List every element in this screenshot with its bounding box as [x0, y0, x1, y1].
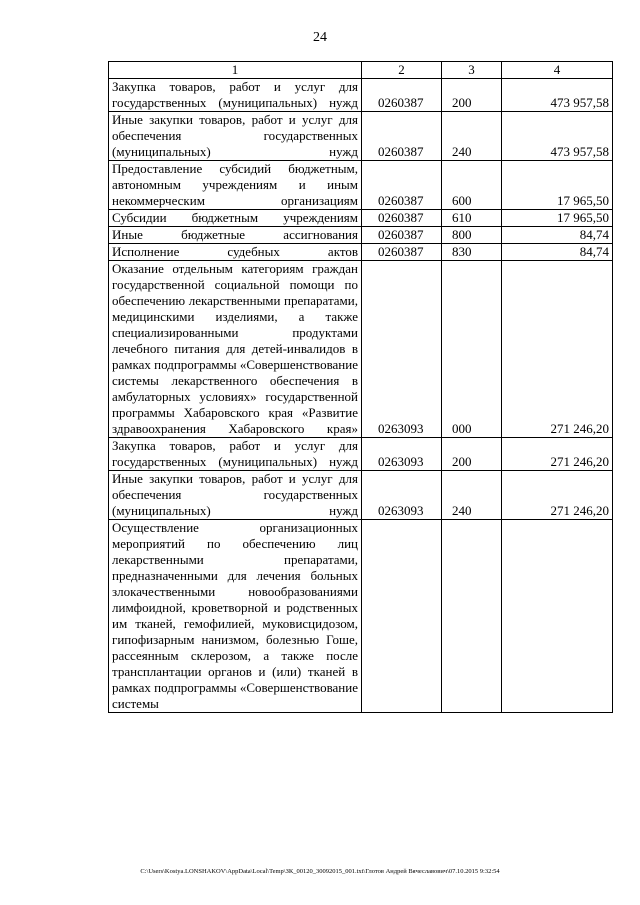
row-expense-type: 200: [442, 438, 502, 471]
row-name: Иные закупки товаров, работ и услуг для обеспечения государственных (муниципальных) нужд: [109, 471, 362, 520]
table-header-row: [109, 62, 613, 79]
row-amount: 473 957,58: [502, 79, 613, 112]
row-name: Иные закупки товаров, работ и услуг для обеспечения государственных (муниципальных) нужд: [109, 112, 362, 161]
row-code: 0260387: [362, 227, 442, 244]
row-expense-type: 600: [442, 161, 502, 210]
row-code: 0260387: [362, 210, 442, 227]
row-expense-type: 240: [442, 471, 502, 520]
row-amount: 17 965,50: [502, 161, 613, 210]
table-row: [109, 244, 613, 261]
row-amount: 84,74: [502, 227, 613, 244]
row-code: 0263093: [362, 438, 442, 471]
row-expense-type: 830: [442, 244, 502, 261]
row-code: 0260387: [362, 161, 442, 210]
table-row: [109, 112, 613, 161]
row-code: 0260387: [362, 244, 442, 261]
row-code: 0260387: [362, 112, 442, 161]
row-amount: 17 965,50: [502, 210, 613, 227]
row-amount: 271 246,20: [502, 438, 613, 471]
table-row: [109, 261, 613, 438]
row-amount: 473 957,58: [502, 112, 613, 161]
row-code: [362, 520, 442, 713]
row-expense-type: [442, 520, 502, 713]
row-expense-type: 240: [442, 112, 502, 161]
budget-table: [108, 61, 613, 713]
row-amount: 271 246,20: [502, 261, 613, 438]
row-amount: 84,74: [502, 244, 613, 261]
table-row: [109, 227, 613, 244]
row-name: Исполнение судебных актов: [109, 244, 362, 261]
file-path-footer: C:\Users\Kostya.LONSHAKOV\AppData\Local\Temp\ЗК_00120_30092015_001.txt\Глотов Андрей Вячеславович\07.10.2015 9:32:54: [140, 868, 500, 875]
table-row: [109, 438, 613, 471]
page-number: 24: [313, 30, 327, 45]
table-row: [109, 210, 613, 227]
table-row: [109, 161, 613, 210]
row-name: Осуществление организационных мероприятий по обеспечению лиц лекарственными препаратами, предназначенными для лечения больных злокачественными новообразованиями лимфоидной, кроветворной и родственных им тканей, гемофилией, муковисцидозом, гипофизарным нанизмом, болезнью Гоше, рассеянным склерозом, а также после трансплантации органов и (или) тканей в рамках подпрограммы «Совершенствование системы: [109, 520, 362, 713]
row-expense-type: 800: [442, 227, 502, 244]
header-col-2: 2: [362, 62, 442, 79]
row-amount: 271 246,20: [502, 471, 613, 520]
table-row: [109, 79, 613, 112]
row-code: 0260387: [362, 79, 442, 112]
header-col-4: 4: [502, 62, 613, 79]
row-expense-type: 200: [442, 79, 502, 112]
row-code: 0263093: [362, 471, 442, 520]
row-name: Иные бюджетные ассигнования: [109, 227, 362, 244]
table-row: [109, 471, 613, 520]
row-name: Субсидии бюджетным учреждениям: [109, 210, 362, 227]
row-name: Закупка товаров, работ и услуг для государственных (муниципальных) нужд: [109, 79, 362, 112]
row-name: Закупка товаров, работ и услуг для государственных (муниципальных) нужд: [109, 438, 362, 471]
row-amount: [502, 520, 613, 713]
header-col-3: 3: [442, 62, 502, 79]
table-row: [109, 520, 613, 713]
row-name: Предоставление субсидий бюджетным, автономным учреждениям и иным некоммерческим организациям: [109, 161, 362, 210]
row-code: 0263093: [362, 261, 442, 438]
row-name: Оказание отдельным категориям граждан государственной социальной помощи по обеспечению лекарственными препаратами, медицинскими изделиями, а также специализированными продуктами лечебного питания для детей-инвалидов в рамках подпрограммы «Совершенствование системы лекарственного обеспечения в амбулаторных условиях» государственной программы Хабаровского края «Развитие здравоохранения Хабаровского края»: [109, 261, 362, 438]
header-col-1: 1: [109, 62, 362, 79]
row-expense-type: 610: [442, 210, 502, 227]
row-expense-type: 000: [442, 261, 502, 438]
